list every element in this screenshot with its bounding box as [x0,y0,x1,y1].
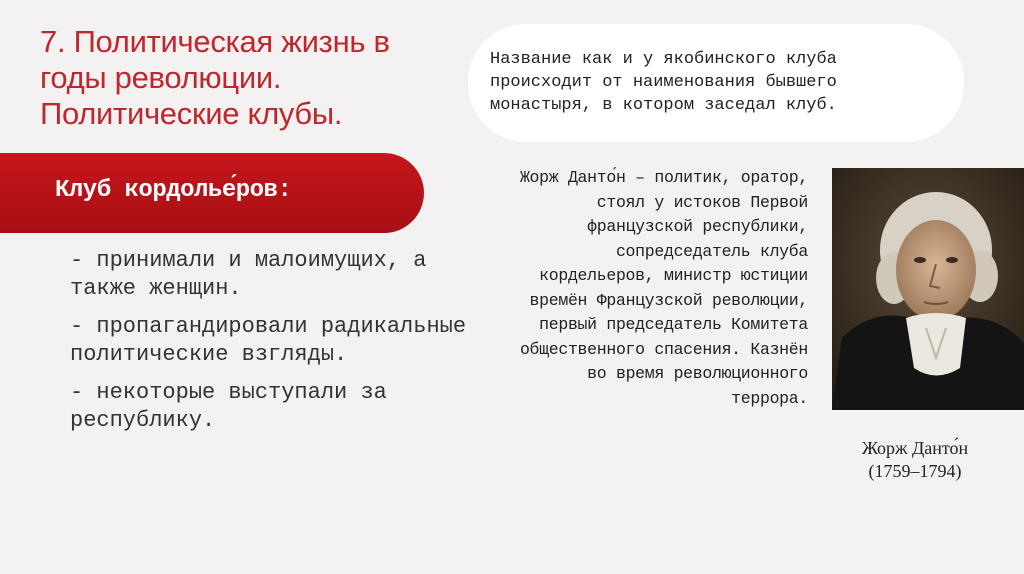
club-fact: - некоторые выступали за республику. [70,380,387,433]
club-banner [0,153,424,233]
club-fact: - принимали и малоимущих, а также женщин. [70,248,427,301]
club-facts-list [70,247,470,445]
club-fact: - пропагандировали радикальные политические взгляды. [70,314,467,367]
portrait-caption [838,437,992,483]
portrait-years: (1759–1794) [868,461,962,481]
portrait-image [832,168,1024,410]
note-text: Название как и у якобинского клуба происходит от наименования бывшего монастыря, в котором заседал клуб. [490,50,837,115]
note-bubble [468,24,964,142]
danton-bio: Жорж Данто́н – политик, оратор, стоял у истоков Первой французской республики, сопредседатель клуба кордельеров, министр юстиции времён Французской революции, первый председатель Комитета общественного спасения. Казнён во время революционного террора. [519,168,808,408]
club-heading: Клуб кордолье́ров: [55,177,292,204]
slide-title: 7. Политическая жизнь в годы революции. Политические клубы. [40,24,390,131]
danton-portrait [832,168,1024,410]
portrait-name: Жорж Данто́н [861,438,969,458]
